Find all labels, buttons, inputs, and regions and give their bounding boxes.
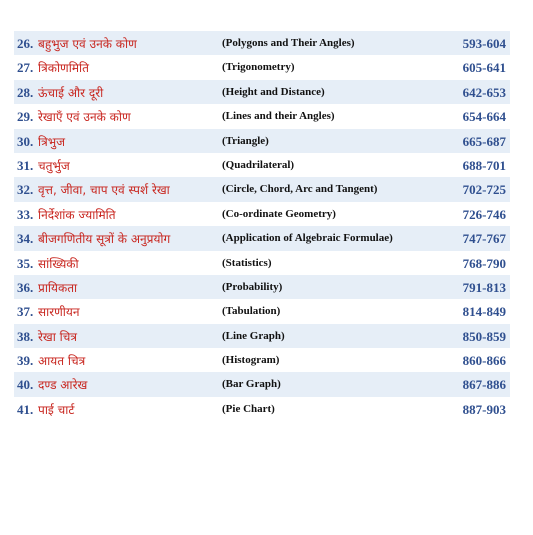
- chapter-title-hindi: रेखा चित्र: [38, 329, 77, 344]
- page-range: 850-859: [462, 328, 506, 344]
- page-range: 593-604: [462, 36, 506, 51]
- toc-row: [14, 129, 510, 153]
- chapter-number: 38.: [17, 328, 34, 344]
- chapter-number: 40.: [17, 377, 34, 393]
- chapter-title-english: (Lines and their Angles): [222, 110, 335, 123]
- chapter-title-hindi: बीजगणितीय सूत्रों के अनुप्रयोग: [38, 232, 171, 247]
- chapter-title-hindi: बहुभुज एवं उनके कोण: [38, 37, 137, 51]
- toc-row: [14, 299, 510, 323]
- page-range: 860-866: [462, 353, 506, 369]
- chapter-title-english: (Height and Distance): [222, 85, 325, 98]
- chapter-title-english: (Statistics): [222, 256, 272, 269]
- page-range: 747-767: [462, 231, 506, 247]
- chapter-title-hindi: प्रायिकता: [38, 280, 78, 295]
- chapter-number: 26.: [17, 36, 34, 51]
- chapter-title-hindi: ऊंचाई और दूरी: [38, 85, 104, 100]
- table-of-contents: [14, 31, 510, 421]
- toc-row: [14, 177, 510, 201]
- chapter-title-english: (Tabulation): [222, 305, 281, 318]
- chapter-number: 32.: [17, 182, 34, 198]
- chapter-title-english: (Quadrilateral): [222, 158, 295, 171]
- chapter-title-english: (Histogram): [222, 354, 280, 367]
- page-range: 654-664: [462, 109, 506, 125]
- toc-row: [14, 153, 510, 177]
- toc-row: [14, 104, 510, 128]
- chapter-title-english: (Probability): [222, 280, 283, 293]
- chapter-title-hindi: चतुर्भुज: [38, 158, 70, 173]
- chapter-number: 31.: [17, 157, 34, 173]
- chapter-number: 33.: [17, 206, 34, 222]
- chapter-title-hindi: पाई चार्ट: [38, 402, 75, 417]
- chapter-title-english: (Trigonometry): [222, 61, 295, 74]
- chapter-number: 36.: [17, 279, 34, 295]
- page-range: 688-701: [462, 157, 506, 173]
- page-range: 665-687: [462, 133, 506, 149]
- chapter-title-hindi: निर्देशांक ज्यामिति: [38, 207, 116, 222]
- toc-row: [14, 31, 510, 55]
- chapter-title-hindi: दण्ड आरेख: [38, 378, 88, 393]
- chapter-title-hindi: त्रिभुज: [38, 134, 66, 149]
- toc-row: [14, 275, 510, 299]
- chapter-title-english: (Circle, Chord, Arc and Tangent): [222, 183, 378, 196]
- chapter-number: 27.: [17, 60, 34, 76]
- chapter-title-english: (Line Graph): [222, 329, 285, 342]
- chapter-title-hindi: सारणीयन: [38, 305, 80, 320]
- chapter-number: 29.: [17, 109, 34, 125]
- toc-row: [14, 226, 510, 250]
- chapter-title-english: (Co-ordinate Geometry): [222, 207, 336, 220]
- page-range: 726-746: [462, 206, 506, 222]
- page-range: 814-849: [462, 304, 506, 320]
- chapter-number: 30.: [17, 133, 34, 149]
- chapter-title-english: (Pie Chart): [222, 402, 275, 415]
- chapter-title-english: (Bar Graph): [222, 378, 281, 391]
- toc-row: [14, 202, 510, 226]
- page-range: 768-790: [462, 255, 506, 271]
- toc-row: [14, 397, 510, 421]
- chapter-title-hindi: रेखाएँ एवं उनके कोण: [38, 110, 131, 125]
- toc-row: [14, 348, 510, 372]
- chapter-number: 41.: [17, 401, 34, 417]
- toc-row: [14, 372, 510, 396]
- toc-row: [14, 251, 510, 275]
- chapter-number: 34.: [17, 231, 34, 247]
- chapter-number: 28.: [17, 84, 34, 100]
- toc-row: [14, 324, 510, 348]
- chapter-title-hindi: त्रिकोणमिति: [38, 61, 89, 76]
- chapter-title-hindi: वृत्त, जीवा, चाप एवं स्पर्श रेखा: [38, 183, 170, 198]
- chapter-title-hindi: आयत चित्र: [38, 354, 86, 369]
- chapter-title-english: (Polygons and Their Angles): [222, 37, 355, 49]
- page-range: 605-641: [462, 60, 506, 76]
- chapter-title-english: (Triangle): [222, 134, 269, 147]
- chapter-title-hindi: सांख्यिकी: [38, 256, 79, 271]
- page-range: 791-813: [462, 279, 506, 295]
- chapter-number: 39.: [17, 353, 34, 369]
- page-range: 887-903: [462, 401, 506, 417]
- toc-row: [14, 80, 510, 104]
- chapter-number: 35.: [17, 255, 34, 271]
- page-range: 867-886: [462, 377, 506, 393]
- page-range: 702-725: [462, 182, 506, 198]
- page-range: 642-653: [462, 84, 506, 100]
- chapter-title-english: (Application of Algebraic Formulae): [222, 232, 393, 245]
- chapter-number: 37.: [17, 304, 34, 320]
- toc-row: [14, 55, 510, 79]
